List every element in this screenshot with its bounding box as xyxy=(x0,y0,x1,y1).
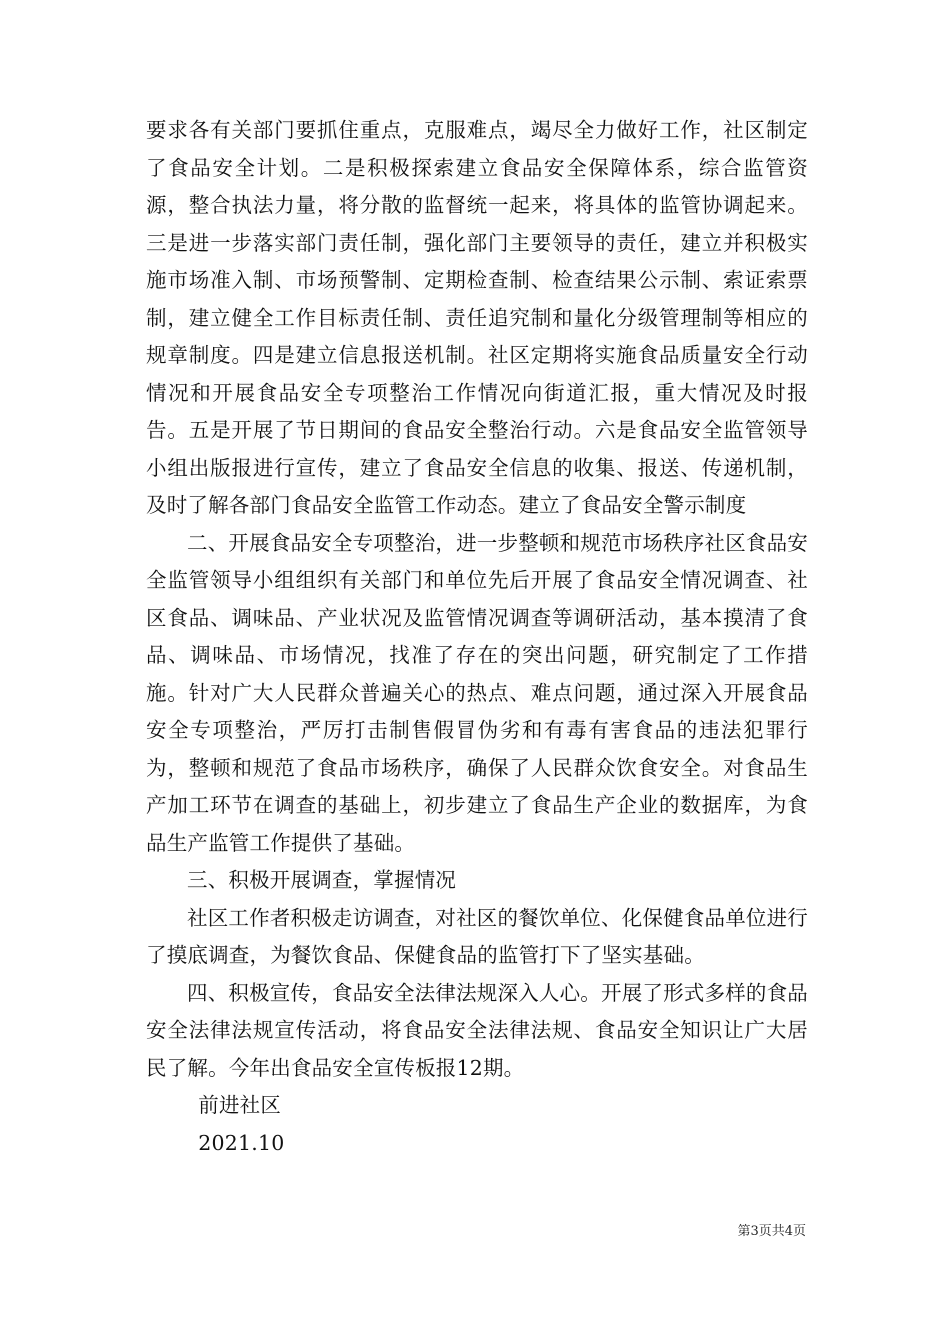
signature-date: 2021.10 xyxy=(198,1130,285,1155)
paragraph-continuation: 要求各有关部门要抓住重点，克服难点，竭尽全力做好工作，社区制定了食品安全计划。二是积极探索建立食品安全保障体系，综合监管资源，整合执法力量，将分散的监督统一起来，将具体的监管协调起来。三是进一步落实部门责任制，强化部门主要领导的责任，建立并积极实施市场准入制、市场预警制、定期检查制、检查结果公示制、索证索票制，建立健全工作目标责任制、责任追究制和量化分级管理制等相应的规章制度。四是建立信息报送机制。社区定期将实施食品质量安全行动情况和开展食品安全专项整治工作情况向街道汇报，重大情况及时报告。五是开展了节日期间的食品安全整治行动。六是食品安全监管领导小组出版报进行宣传，建立了食品安全信息的收集、报送、传递机制，及时了解各部门食品安全监管工作动态。建立了食品安全警示制度 xyxy=(146,118,808,517)
paragraph-section-four: 四、积极宣传，食品安全法律法规深入人心。开展了形式多样的食品安全法律法规宣传活动，将食品安全法律法规、食品安全知识让广大居民了解。今年出食品安全宣传板报12期。 xyxy=(146,980,808,1080)
signature-organization: 前进社区 xyxy=(198,1093,282,1117)
document-body xyxy=(146,112,808,1162)
heading-section-three: 三、积极开展调查，掌握情况 xyxy=(187,868,457,892)
paragraph-section-two: 二、开展食品安全专项整治，进一步整顿和规范市场秩序社区食品安全监管领导小组组织有关部门和单位先后开展了食品安全情况调查、社区食品、调味品、产业状况及监管情况调查等调研活动，基本摸清了食品、调味品、市场情况，找准了存在的突出问题，研究制定了工作措施。针对广大人民群众普遍关心的热点、难点问题，通过深入开展食品安全专项整治，严厉打击制售假冒伪劣和有毒有害食品的违法犯罪行为，整顿和规范了食品市场秩序，确保了人民群众饮食安全。对食品生产加工环节在调查的基础上，初步建立了食品生产企业的数据库，为食品生产监管工作提供了基础。 xyxy=(146,530,808,855)
page-number-footer: 第3页共4页 xyxy=(737,1224,806,1239)
paragraph-section-three: 社区工作者积极走访调查，对社区的餐饮单位、化保健食品单位进行了摸底调查，为餐饮食品、保健食品的监管打下了坚实基础。 xyxy=(146,905,808,967)
